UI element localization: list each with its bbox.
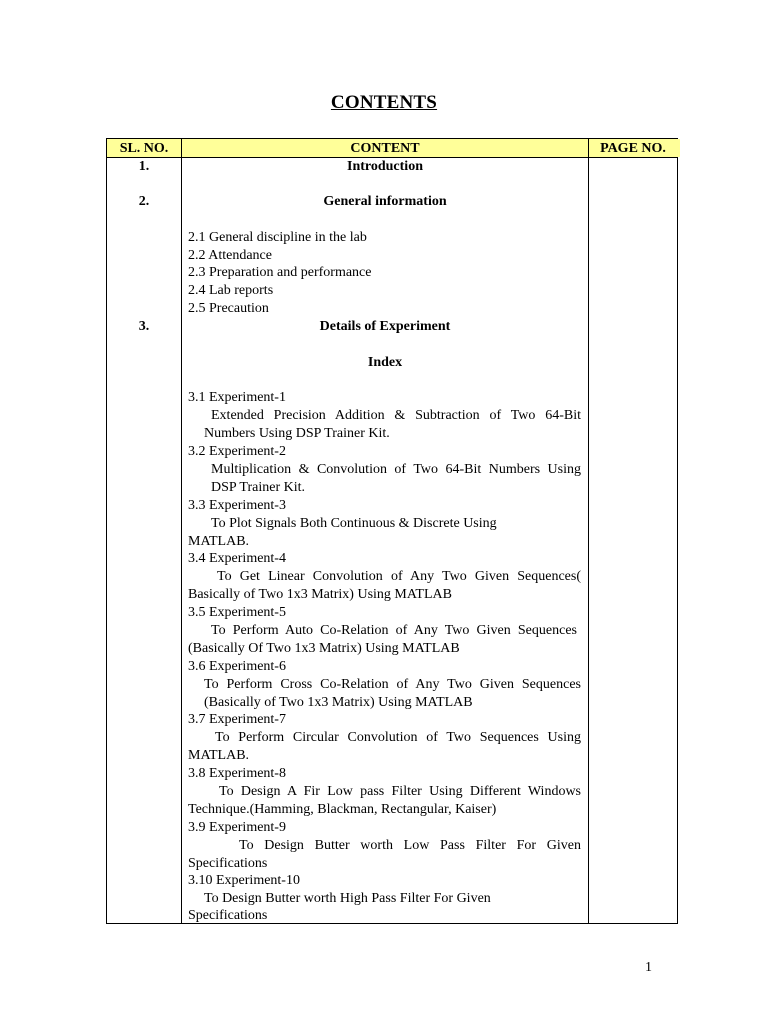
experiment-description: (Basically of Two 1x3 Matrix) Using MATLAB xyxy=(204,695,473,710)
header-page-no: PAGE NO. xyxy=(600,141,666,156)
experiment-description: To Get Linear Convolution of Any Two Given Sequences( xyxy=(217,569,581,584)
list-item: 2.3 Preparation and performance xyxy=(188,265,372,280)
section-heading: Introduction xyxy=(347,159,423,174)
section-heading: General information xyxy=(323,194,447,209)
experiment-label: 3.3 Experiment-3 xyxy=(188,498,286,513)
experiment-description: MATLAB. xyxy=(188,534,250,549)
section-number: 2. xyxy=(138,194,150,209)
list-item: 2.4 Lab reports xyxy=(188,283,274,298)
experiment-description: Technique.(Hamming, Blackman, Rectangular, Kaiser) xyxy=(188,802,497,817)
experiment-label: 3.8 Experiment-8 xyxy=(188,766,286,781)
header-content: CONTENT xyxy=(350,141,420,156)
experiment-description: MATLAB. xyxy=(188,748,250,763)
experiment-description: To Perform Auto Co-Relation of Any Two Given Sequences xyxy=(211,623,577,638)
column-divider xyxy=(181,139,182,923)
header-divider xyxy=(107,157,677,158)
experiment-label: 3.7 Experiment-7 xyxy=(188,712,286,727)
index-subheading: Index xyxy=(367,355,403,370)
list-item: 2.5 Precaution xyxy=(188,301,269,316)
header-sl-no: SL. NO. xyxy=(119,141,169,156)
experiment-description: To Design Butter worth High Pass Filter For Given xyxy=(204,891,491,906)
experiment-label: 3.5 Experiment-5 xyxy=(188,605,286,620)
experiment-description: (Basically Of Two 1x3 Matrix) Using MATLAB xyxy=(188,641,460,656)
section-number: 1. xyxy=(138,159,150,174)
page-title: CONTENTS xyxy=(330,92,438,113)
experiment-description: Specifications xyxy=(188,908,268,923)
experiment-description: Numbers Using DSP Trainer Kit. xyxy=(204,426,390,441)
list-item: 2.1 General discipline in the lab xyxy=(188,230,367,245)
section-number: 3. xyxy=(138,319,150,334)
experiment-description: To Design A Fir Low pass Filter Using Different Windows xyxy=(219,784,581,799)
experiment-label: 3.6 Experiment-6 xyxy=(188,659,286,674)
experiment-description: Extended Precision Addition & Subtraction of Two 64-Bit xyxy=(211,408,581,423)
list-item: 2.2 Attendance xyxy=(188,248,272,263)
experiment-description: Multiplication & Convolution of Two 64-Bit Numbers Using xyxy=(211,462,581,477)
experiment-label: 3.2 Experiment-2 xyxy=(188,444,286,459)
experiment-label: 3.9 Experiment-9 xyxy=(188,820,286,835)
experiment-description: To Perform Cross Co-Relation of Any Two Given Sequences xyxy=(204,677,581,692)
page-number: 1 xyxy=(645,960,652,975)
experiment-label: 3.1 Experiment-1 xyxy=(188,390,286,405)
experiment-description: To Plot Signals Both Continuous & Discrete Using xyxy=(211,516,497,531)
experiment-description: Specifications xyxy=(188,856,268,871)
contents-table xyxy=(106,138,678,924)
experiment-description: DSP Trainer Kit. xyxy=(211,480,306,495)
experiment-description: Basically of Two 1x3 Matrix) Using MATLAB xyxy=(188,587,452,602)
experiment-description: To Design Butter worth Low Pass Filter For Given xyxy=(239,838,581,853)
section-heading: Details of Experiment xyxy=(319,319,451,334)
experiment-label: 3.4 Experiment-4 xyxy=(188,551,286,566)
experiment-label: 3.10 Experiment-10 xyxy=(188,873,300,888)
experiment-description: To Perform Circular Convolution of Two Sequences Using xyxy=(215,730,581,745)
